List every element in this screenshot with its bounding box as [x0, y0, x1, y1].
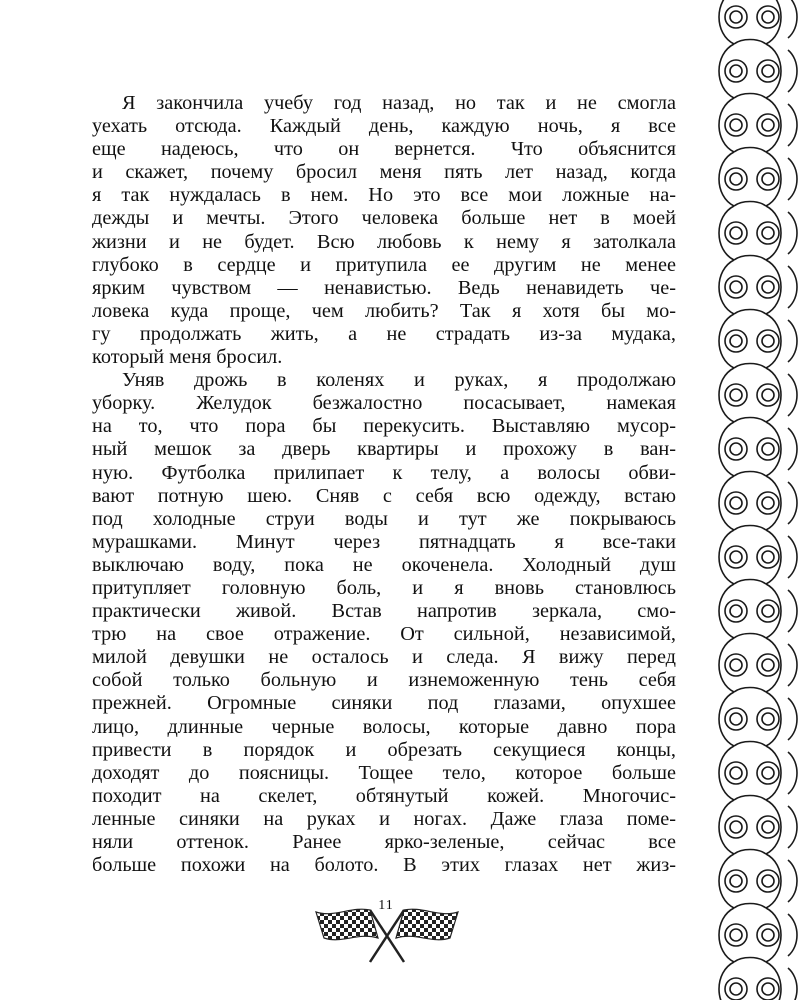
text-line: Я закончила учебу год назад, но так и не смогла: [122, 92, 676, 114]
chain-link: [719, 746, 781, 800]
text-line: уехать отсюда. Каждый день, каждую ночь, я все: [92, 115, 676, 138]
chain-link: [762, 713, 774, 725]
chain-link: [730, 281, 742, 293]
chain-link: [757, 492, 779, 514]
chain-link: [788, 860, 797, 902]
chain-link: [730, 713, 742, 725]
chain-link: [762, 983, 774, 995]
chain-link: [788, 50, 797, 92]
text-line: еще надеюсь, что он вернется. Что объяснится: [92, 138, 676, 161]
chain-link: [734, 202, 766, 207]
text-line: глубоко в сердце и притупила ее другим не менее: [92, 253, 676, 276]
chain-link: [757, 222, 779, 244]
chain-link: [719, 854, 781, 908]
chain-link: [734, 40, 766, 45]
chain-link: [788, 698, 797, 740]
chain-link: [788, 104, 797, 146]
chain-link: [757, 600, 779, 622]
text-line: выключаю воду, пока не окоченела. Холодный душ: [92, 553, 676, 576]
text-line: Уняв дрожь в коленях и руках, я продолжаю: [122, 369, 676, 392]
chain-link: [762, 659, 774, 671]
chain-link: [734, 472, 766, 477]
chain-link: [725, 708, 747, 730]
chain-link: [725, 762, 747, 784]
text-line: ярким чувством — ненавистью. Ведь ненавидеть че-: [92, 276, 676, 299]
chain-link: [734, 148, 766, 153]
chain-link: [725, 492, 747, 514]
chain-link: [730, 551, 742, 563]
text-line: няли оттенок. Ранее ярко-зеленые, сейчас все: [92, 831, 676, 853]
chain-link: [757, 762, 779, 784]
chain-link: [788, 0, 797, 38]
chain-link: [730, 227, 742, 239]
chain-link: [734, 94, 766, 99]
text-line: больше похожи на болото. В этих глазах нет жиз-: [92, 854, 676, 877]
chain-link: [719, 908, 781, 962]
chain-link: [788, 266, 797, 308]
chain-link: [725, 816, 747, 838]
chain-link: [788, 482, 797, 524]
chain-link: [734, 958, 766, 963]
chain-link: [762, 497, 774, 509]
chain-link: [725, 600, 747, 622]
chain-link: [725, 168, 747, 190]
chain-link: [734, 904, 766, 909]
chain-link: [734, 418, 766, 423]
chain-link: [762, 821, 774, 833]
chain-link: [719, 584, 781, 638]
checkered-flags-icon: [312, 904, 462, 966]
chain-link: [725, 6, 747, 28]
chain-link: [788, 320, 797, 362]
chain-link: [762, 335, 774, 347]
chain-link: [730, 821, 742, 833]
chain-link: [730, 875, 742, 887]
chain-link: [788, 536, 797, 578]
chain-link: [719, 800, 781, 854]
chain-link: [734, 310, 766, 315]
chain-link: [725, 276, 747, 298]
chain-link: [719, 314, 781, 368]
chain-link: [734, 634, 766, 639]
text-line: я так нуждалась в нем. Но это все мои ложные на-: [92, 184, 676, 207]
text-line: ную. Футболка прилипает к телу, а волосы обви-: [92, 461, 676, 484]
chain-link: [757, 168, 779, 190]
chain-link: [788, 752, 797, 794]
chain-link: [730, 605, 742, 617]
chain-link: [788, 590, 797, 632]
text-line: который меня бросил.: [92, 346, 283, 369]
chain-link: [762, 119, 774, 131]
chain-link: [719, 638, 781, 692]
chain-link: [757, 654, 779, 676]
text-line: на то, что пора бы перекусить. Выставляю мусор-: [92, 415, 676, 438]
text-line: доходят до поясницы. Тощее тело, которое больше: [92, 761, 676, 784]
chain-link: [725, 978, 747, 1000]
chain-link: [762, 389, 774, 401]
chain-link: [734, 742, 766, 747]
chain-link: [719, 692, 781, 746]
chain-link: [725, 222, 747, 244]
text-line: жизни и не будет. Всю любовь к нему я затолкала: [92, 230, 676, 253]
chain-link: [730, 767, 742, 779]
text-line: мурашками. Минут через пятнадцать я все-таки: [92, 530, 676, 553]
chain-link: [719, 152, 781, 206]
chain-link: [725, 546, 747, 568]
text-line: прежней. Огромные синяки под глазами, опухшее: [92, 692, 676, 715]
chain-link: [725, 438, 747, 460]
chain-link: [788, 806, 797, 848]
text-line: трю на свое отражение. От сильной, независимой,: [92, 623, 676, 646]
chain-link: [719, 368, 781, 422]
chain-link: [757, 438, 779, 460]
text-line: под холодные струи воды и тут же покрываюсь: [92, 507, 676, 530]
page-number: 11: [378, 898, 394, 913]
chain-link: [734, 796, 766, 801]
chain-link: [762, 227, 774, 239]
chain-link: [719, 260, 781, 314]
chain-link: [757, 60, 779, 82]
text-line: привести в порядок и обрезать секущиеся концы,: [92, 738, 676, 761]
chain-link: [762, 875, 774, 887]
chain-link: [757, 978, 779, 1000]
chain-link: [719, 422, 781, 476]
text-line: притупляет головную боль, и я вновь становлюсь: [92, 576, 676, 599]
chain-link: [762, 281, 774, 293]
text-line: ленные синяки на руках и ногах. Даже глаза поме-: [92, 807, 676, 830]
chain-link: [725, 114, 747, 136]
chain-link: [730, 497, 742, 509]
chain-link: [734, 256, 766, 261]
chain-link: [730, 389, 742, 401]
chain-link: [734, 688, 766, 693]
chain-link: [762, 605, 774, 617]
chain-link: [725, 60, 747, 82]
text-line: практически живой. Встав напротив зеркала, смо-: [92, 600, 676, 623]
chain-link: [762, 551, 774, 563]
text-line: вают потную шею. Сняв с себя всю одежду, встаю: [92, 484, 676, 507]
chain-link: [788, 374, 797, 416]
chain-link: [719, 530, 781, 584]
chain-link: [757, 384, 779, 406]
text-line: и скажет, почему бросил меня пять лет назад, когда: [92, 161, 676, 184]
chain-link: [762, 443, 774, 455]
chain-link: [757, 924, 779, 946]
chain-link: [730, 659, 742, 671]
text-line: дежды и мечты. Этого человека больше нет в моей: [92, 207, 676, 230]
text-line: ный мешок за дверь квартиры и прохожу в ван-: [92, 438, 676, 461]
chain-link: [730, 173, 742, 185]
chain-link: [730, 443, 742, 455]
chain-link: [719, 206, 781, 260]
chain-link: [730, 929, 742, 941]
chain-link: [788, 644, 797, 686]
chain-link: [762, 65, 774, 77]
chain-link: [788, 158, 797, 200]
chain-link: [725, 330, 747, 352]
chain-link: [788, 968, 797, 1000]
text-line: походит на скелет, обтянутый кожей. Многочис-: [92, 784, 676, 807]
text-line: уборку. Желудок безжалостно посасывает, намекая: [92, 392, 676, 415]
chain-link: [762, 11, 774, 23]
chain-link: [757, 330, 779, 352]
chain-link: [757, 708, 779, 730]
chain-link: [757, 816, 779, 838]
chain-link: [788, 428, 797, 470]
chain-link: [762, 767, 774, 779]
chain-link: [734, 850, 766, 855]
chain-link: [730, 335, 742, 347]
chain-link: [762, 173, 774, 185]
chain-link: [725, 654, 747, 676]
chain-link: [734, 364, 766, 369]
chain-link: [730, 119, 742, 131]
chain-link: [734, 580, 766, 585]
chain-link: [719, 98, 781, 152]
chain-link: [788, 914, 797, 956]
chain-link: [757, 6, 779, 28]
chain-link: [730, 983, 742, 995]
text-line: милой девушки не осталось и следа. Я вижу перед: [92, 646, 676, 669]
chain-border-icon: [706, 0, 800, 1000]
text-line: гу продолжать жить, а не страдать из-за мудака,: [92, 322, 676, 345]
text-line: собой только больную и изнеможенную тень себя: [92, 669, 676, 692]
chain-link: [757, 114, 779, 136]
chain-link: [757, 276, 779, 298]
chain-link: [757, 870, 779, 892]
chain-link: [734, 526, 766, 531]
chain-link: [725, 870, 747, 892]
chain-link: [719, 476, 781, 530]
text-line: ловека куда проще, чем любить? Так я хотя бы мо-: [92, 299, 676, 322]
chain-link: [719, 44, 781, 98]
chain-link: [725, 384, 747, 406]
chain-link: [788, 212, 797, 254]
chain-link: [757, 546, 779, 568]
chain-link: [730, 11, 742, 23]
chain-link: [725, 924, 747, 946]
text-line: лицо, длинные черные волосы, которые давно пора: [92, 715, 676, 738]
chain-link: [762, 929, 774, 941]
body-text: [92, 92, 676, 877]
chain-link: [730, 65, 742, 77]
